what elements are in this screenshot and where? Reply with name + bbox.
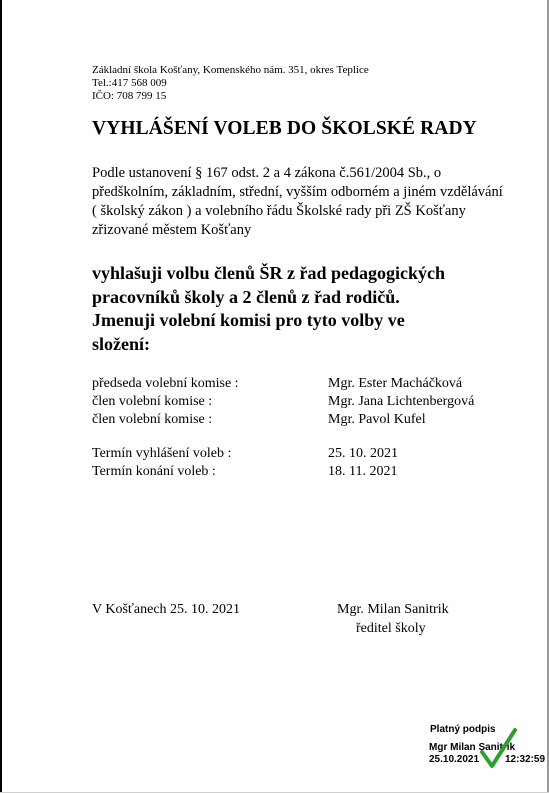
commission-role-member: člen volební komise : (92, 412, 213, 427)
electronic-signature-stamp[interactable] (426, 724, 544, 774)
page-left-border (0, 0, 2, 793)
declaration-line: složení: (92, 333, 150, 354)
commission-name-member: Mgr. Jana Lichtenbergová (328, 394, 475, 409)
declaration-line: Jmenuji volební komisi pro tyto volby ve (92, 310, 405, 330)
announcement-date-label: Termín vyhlášení voleb : (92, 446, 232, 461)
signature-time: 12:32:59 (505, 754, 546, 765)
place-and-date: V Košťanech 25. 10. 2021 (92, 602, 241, 617)
signature-valid-label: Platný podpis (430, 724, 496, 735)
election-date-value: 18. 11. 2021 (328, 464, 398, 479)
election-date-label: Termín konání voleb : (92, 464, 216, 479)
intro-line: zřizované městem Košťany (92, 222, 252, 238)
declaration-line: vyhlašuji volbu členů ŠR z řad pedagogických (92, 263, 446, 283)
school-header (92, 64, 369, 103)
signature-date: 25.10.2021 (429, 754, 480, 765)
header-phone: Tel.:417 568 009 (92, 77, 167, 89)
declaration-line: pracovníků školy a 2 členů z řad rodičů. (92, 286, 400, 307)
announcement-date-value: 25. 10. 2021 (328, 446, 398, 461)
commission-role-member: člen volební komise : (92, 394, 213, 409)
signatory-name: Mgr. Milan Sanitrik (337, 602, 449, 617)
commission-role-chair: předseda volební komise : (92, 376, 239, 391)
intro-paragraph (92, 164, 522, 240)
header-ico: IČO: 708 799 15 (92, 90, 167, 102)
checkmark-icon (478, 726, 518, 770)
declaration-paragraph (92, 262, 532, 356)
commission-name-chair: Mgr. Ester Macháčková (328, 376, 463, 391)
header-address: Základní škola Košťany, Komenského nám. 351, okres Teplice (92, 64, 369, 76)
intro-line: ( školský zákon ) a volebního řádu Školské rady při ZŠ Košťany (92, 203, 466, 219)
signature-signer: Mgr Milan Sanitrik (429, 742, 516, 753)
intro-line: předškolním, základním, střední, vyšším odborném a jiném vzdělávání (92, 184, 503, 200)
intro-line: Podle ustanovení § 167 odst. 2 a 4 zákona č.561/2004 Sb., o (92, 165, 442, 181)
commission-name-member: Mgr. Pavol Kufel (328, 412, 426, 427)
document-title: VYHLÁŠENÍ VOLEB DO ŠKOLSKÉ RADY (92, 118, 477, 139)
signatory-role: ředitel školy (356, 621, 426, 636)
